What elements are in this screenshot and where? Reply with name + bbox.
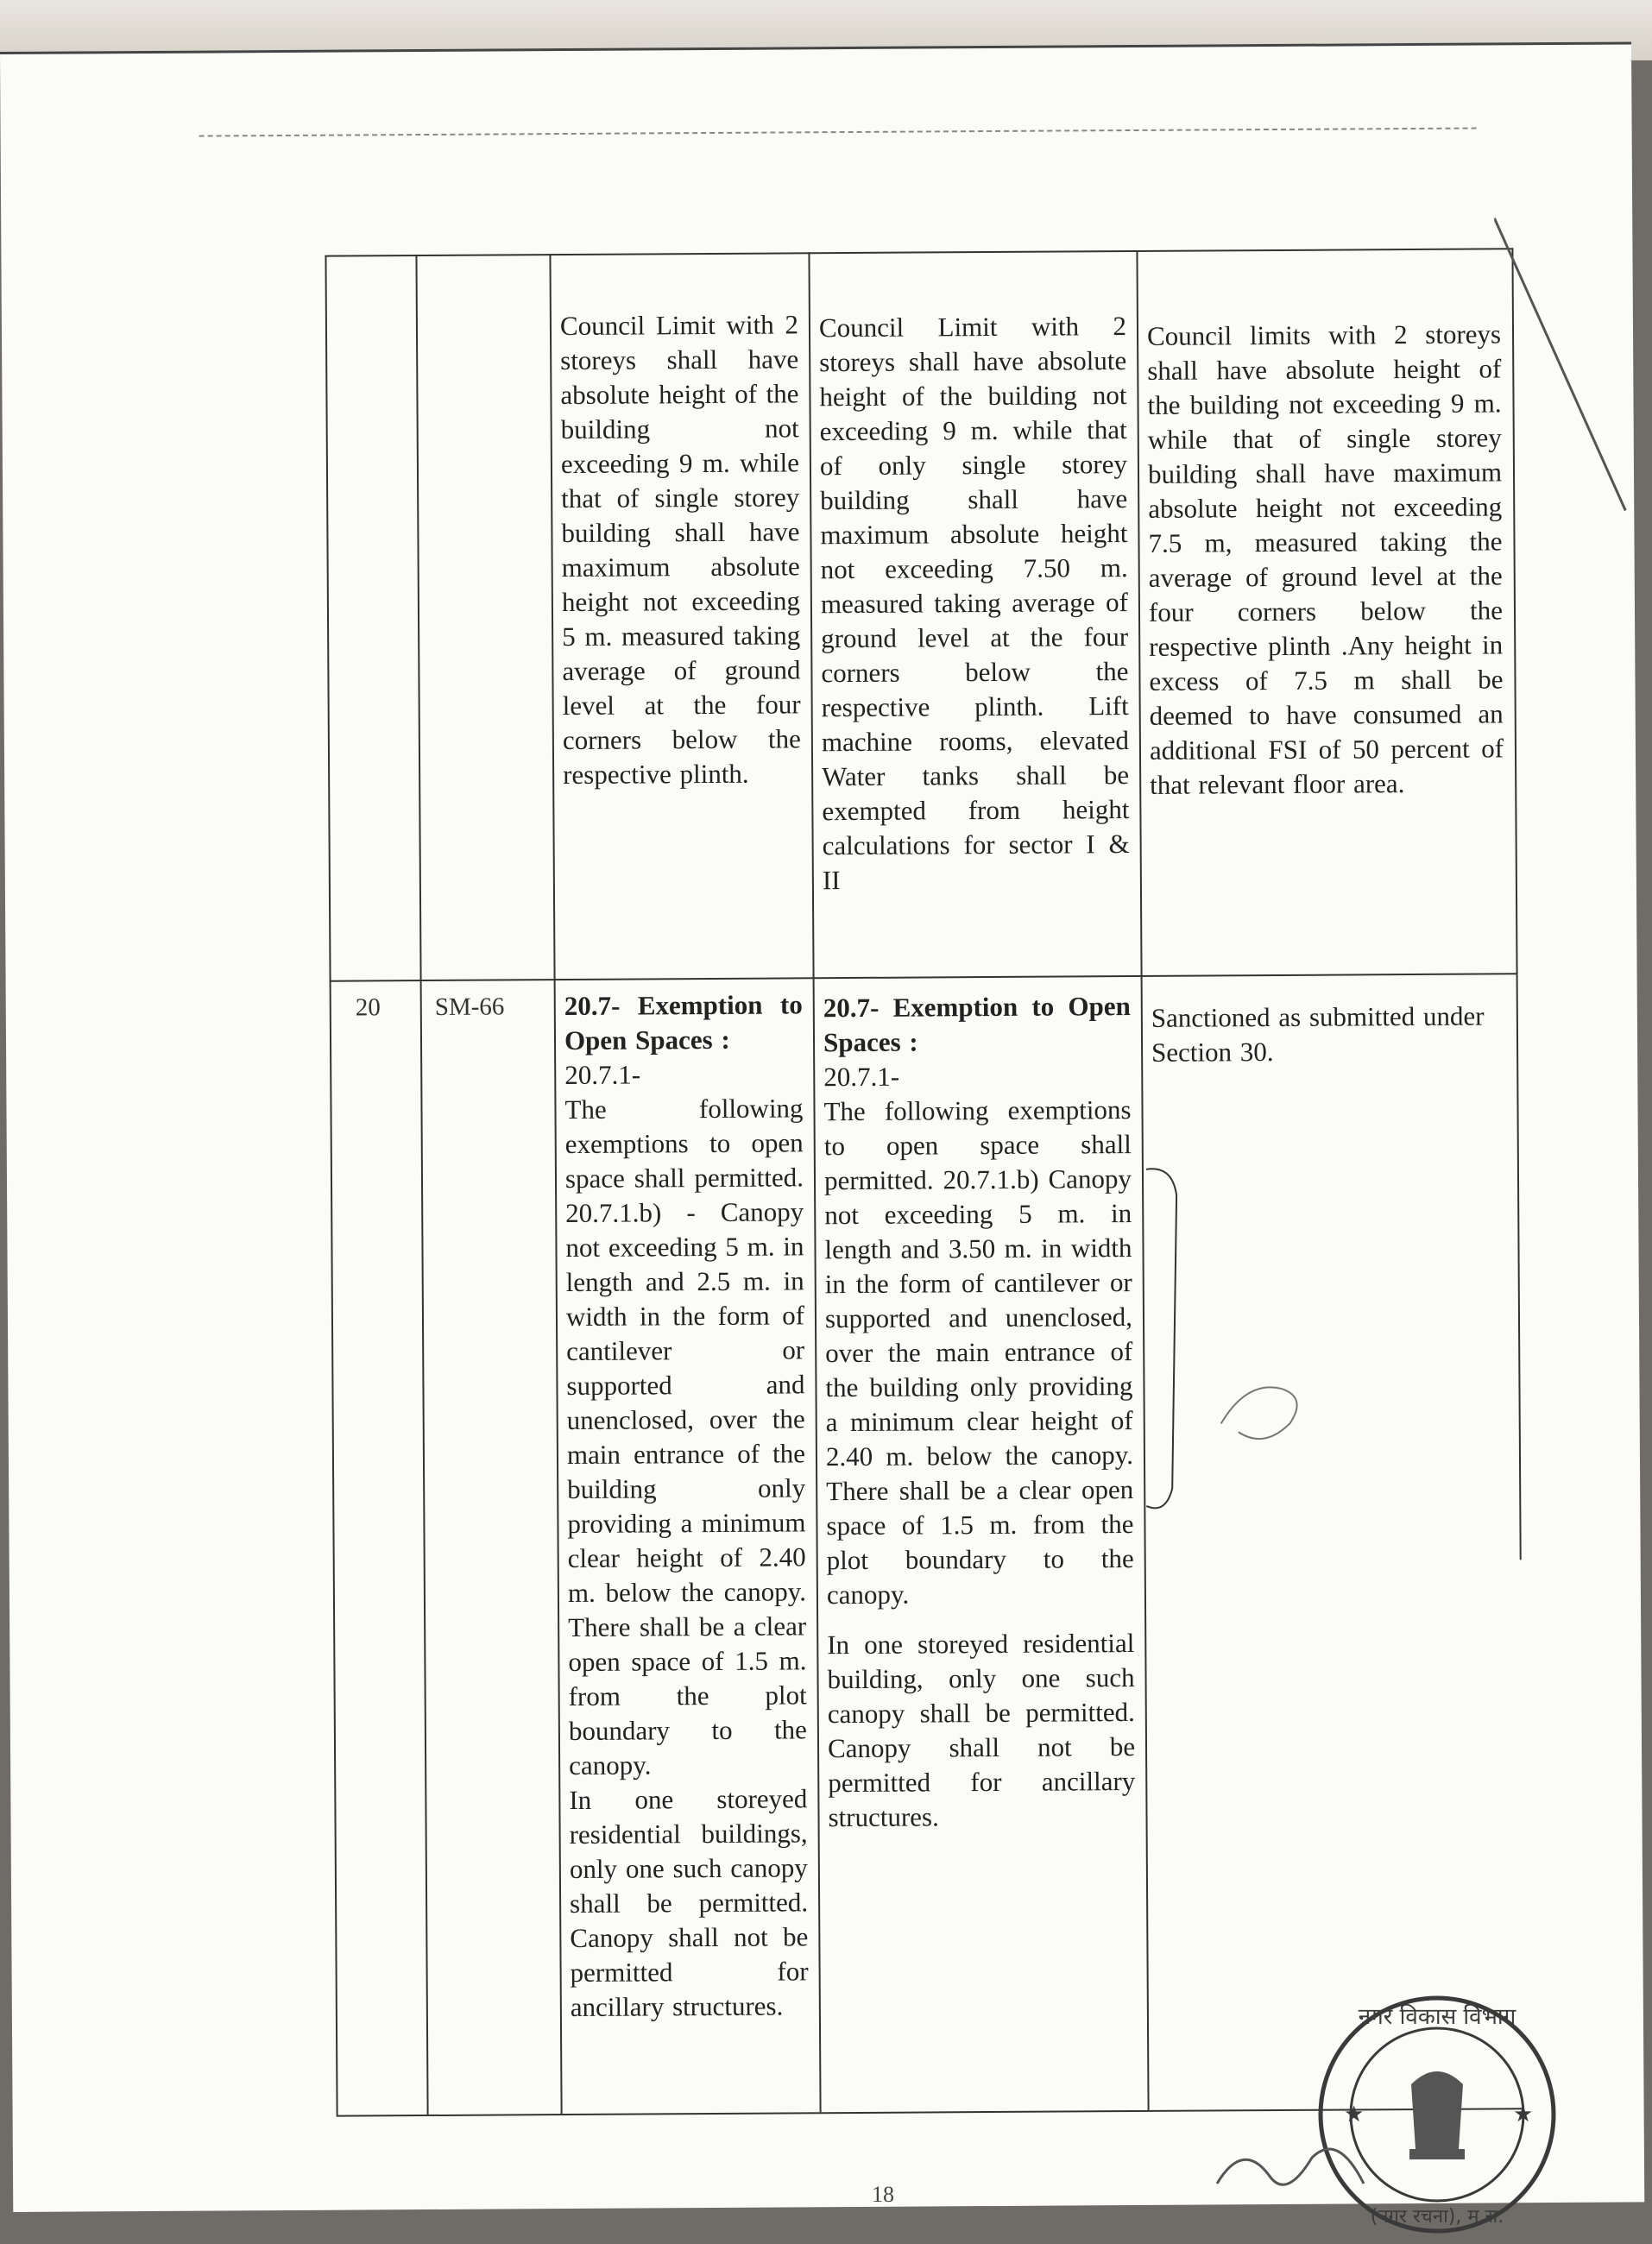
row20-original-cell <box>564 987 809 2025</box>
col-border-2 <box>415 255 428 2115</box>
row20-proposed-body2: In one storeyed residential building, only one such canopy shall be permitted. Canopy shall not be permitted for ancillary structures. <box>827 1628 1136 1833</box>
page-number: 18 <box>872 2182 894 2207</box>
regulations-table <box>325 248 1527 2119</box>
row20-original-heading: 20.7- Exemption to Open Spaces : <box>564 989 803 1056</box>
col-border-4 <box>808 252 821 2112</box>
row20-proposed-heading: 20.7- Exemption to Open Spaces : <box>823 991 1131 1058</box>
row20-sanctioned-text: Sanctioned as submitted under Section 30. <box>1151 1000 1485 1068</box>
row20-proposed-cell <box>823 989 1136 1835</box>
svg-text:★: ★ <box>1344 2102 1365 2127</box>
svg-text:नगर विकास विभाग: नगर विकास विभाग <box>1358 2004 1516 2030</box>
svg-text:(नगर रचना), म.रा.: (नगर रचना), म.रा. <box>1370 2206 1504 2228</box>
pen-bracket-mark <box>1138 1161 1201 1523</box>
row-divider <box>330 973 1516 981</box>
col-border-3 <box>549 254 562 2114</box>
row20-proposed-body: The following exemptions to open space shall permitted. 20.7.1.b) Canopy not exceeding 5 m. in length and 3.50 m. in width in the form of cantilever or supported and unenclosed, over the main entrance of the building only providing a minimum clear height of 2.40 m. below the canopy. There shall be a clear open space of 1.5 m. from the plot boundary to the canopy. <box>823 1094 1134 1611</box>
row19-original-text: Council Limit with 2 storeys shall have absolute height of the building not exceeding 9 m. while that of single storey building shall have maximum absolute height not exceeding 5 m. measured taking average of ground level at the four corners below the respective plinth. <box>559 309 801 791</box>
row20-proposed-subclause: 20.7.1- <box>823 1061 900 1093</box>
col-border-1 <box>325 255 337 2115</box>
row19-sanctioned-text: Council limits with 2 storeys shall have absolute height of the building not exceeding 9 m. while that of single storey building shall have maximum absolute height not exceeding 7.5 m, measured taking the average of ground level at the four corners below the respective plinth .Any height in excess of 7.5 m shall be deemed to have consumed an additional FSI of 50 percent of that relevant floor area. <box>1146 318 1504 800</box>
row19-proposed-text: Council Limit with 2 storeys shall have absolute height of the building not exceeding 9 m. while that of only single storey building shall have maximum absolute height not exceeding 7.50 m. measured taking average of ground level at the four corners below the respective plinth. Lift machine rooms, elevated Water tanks shall be exempted from height calculations for sector I & II <box>818 311 1130 896</box>
row20-original-body2: In one storeyed residential buildings, only one such canopy shall be permitted. Canopy shall not be permitted for ancillary structures. <box>569 1783 809 2023</box>
top-dashed-rule <box>199 128 1477 137</box>
handwritten-initial-mark <box>1203 1371 1334 1459</box>
row20-original-subclause: 20.7.1- <box>564 1059 641 1091</box>
document-page <box>0 41 1644 2211</box>
table-top-border <box>325 248 1511 256</box>
handwritten-signature <box>1208 2132 1381 2209</box>
svg-text:★: ★ <box>1513 2102 1534 2127</box>
row20-original-body: The following exemptions to open space shall permitted. 20.7.1.b) - Canopy not exceeding 5 m. in length and 2.5 m. in width in the form of cantilever or supported and unenclosed, over the main entrance of the building only providing a minimum clear height of 2.40 m. below the canopy. There shall be a clear open space of 1.5 m. from the plot boundary to the canopy. <box>564 1093 807 1781</box>
corner-fold-line <box>1494 217 1634 528</box>
row20-serial: 20 <box>355 993 381 1022</box>
row20-code: SM-66 <box>434 993 505 1021</box>
